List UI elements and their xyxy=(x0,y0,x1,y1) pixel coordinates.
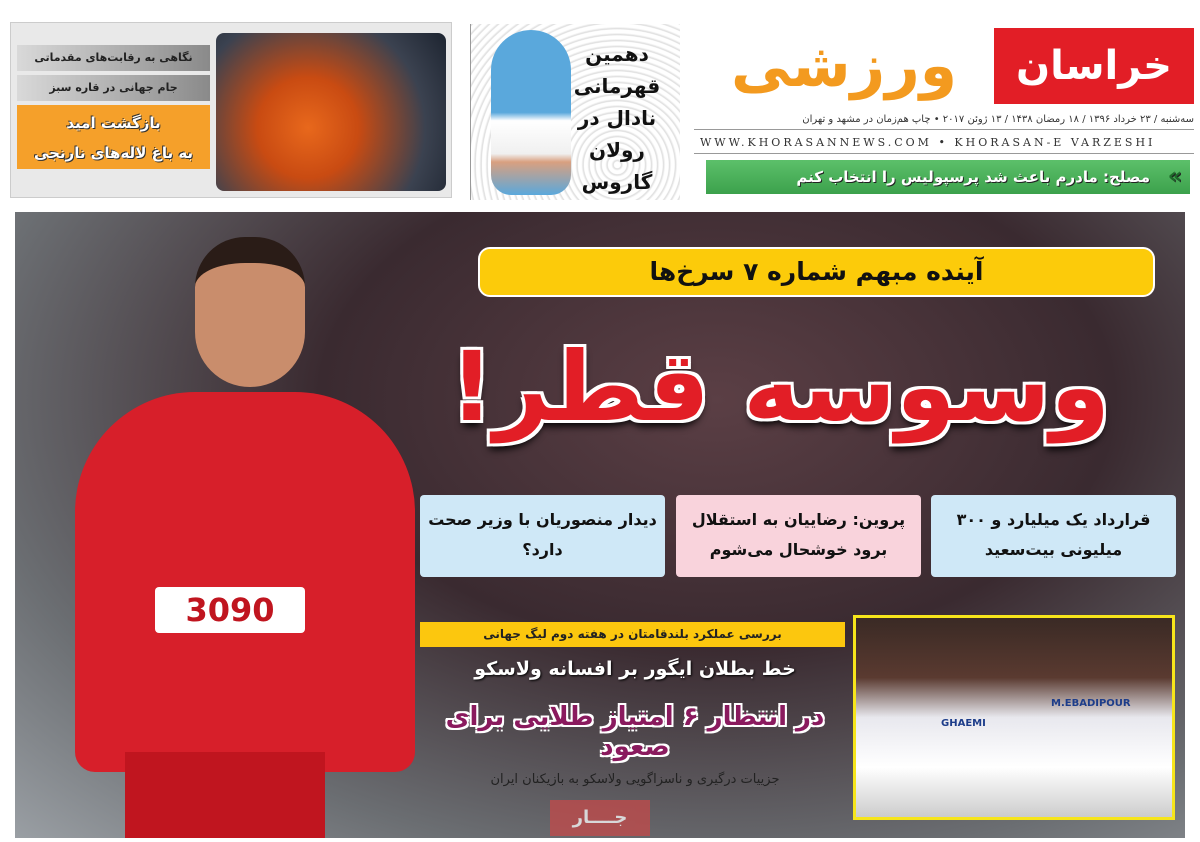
volleyball-subhead: خط بطلان ایگور بر افسانه ولاسکو xyxy=(474,658,796,680)
tennis-player-photo xyxy=(491,30,571,195)
players-photo xyxy=(216,33,446,191)
promo-box-football[interactable] xyxy=(10,22,452,198)
promo-title xyxy=(17,105,210,169)
volleyball-caption: جزییات درگیری و ناسزاگویی ولاسکو به بازیکنان ایران xyxy=(490,772,780,787)
volleyball-photo xyxy=(853,615,1175,820)
website-line: WWW.KHORASANNEWS.COM • KHORASAN-E VARZESHI xyxy=(694,134,1194,154)
main-story xyxy=(15,212,1185,838)
promo-text xyxy=(11,23,216,199)
red-jersey xyxy=(75,392,415,772)
logo-varzeshi: ورزشی xyxy=(730,31,958,101)
main-kicker: آینده مبهم شماره ۷ سرخ‌ها xyxy=(478,247,1155,297)
jersey-name-2: GHAEMI xyxy=(941,718,986,729)
promo-box-tennis[interactable] xyxy=(470,24,680,200)
volleyball-headline[interactable]: در انتظار ۶ امتیاز طلایی برای صعود xyxy=(445,702,825,762)
green-headline: مصلح: مادرم باعث شد پرسپولیس را انتخاب کنم xyxy=(796,168,1150,186)
tennis-title: دهمین قهرمانی نادال در رولان گاروس xyxy=(573,42,661,194)
date-line: سه‌شنبه / ۲۳ خرداد ۱۳۹۶ / ۱۸ رمضان ۱۴۳۸ / ۱۳ ژوئن ۲۰۱۷ • چاپ هم‌زمان در مشهد و تهران xyxy=(694,114,1194,130)
player-photo xyxy=(45,227,415,838)
news-box-1[interactable]: قرارداد یک میلیارد و ۳۰۰ میلیونی بیت‌سعید xyxy=(931,495,1176,577)
logo-khorasan: خراسان xyxy=(994,28,1194,104)
green-headline-bar[interactable] xyxy=(706,160,1190,194)
main-headline[interactable]: وسوسه قطر! xyxy=(449,331,1111,443)
promo-kicker-1: نگاهی به رقابت‌های مقدماتی xyxy=(17,45,210,71)
promo-title-line2: به باغ لاله‌های نارنجی xyxy=(33,144,194,162)
promo-title-line1: بازگشت امید xyxy=(66,114,161,132)
news-box-2[interactable]: پروین: رضاییان به استقلال برود خوشحال می‌شوم xyxy=(676,495,921,577)
news-box-3[interactable]: دیدار منصوریان با وزیر صحت دارد؟ xyxy=(420,495,665,577)
jersey-name-1: M.EBADIPOUR xyxy=(1051,698,1131,709)
promo-kicker-2: جام جهانی در قاره سبز xyxy=(17,75,210,101)
player-head xyxy=(195,237,305,387)
player-shorts xyxy=(125,752,325,838)
volleyball-kicker: بررسی عملکرد بلندقامتان در هفته دوم لیگ جهانی xyxy=(420,622,845,647)
watermark: جــــار xyxy=(550,800,650,836)
double-chevron-icon: » xyxy=(1167,164,1182,189)
jersey-number: 3090 xyxy=(155,587,305,633)
masthead xyxy=(690,26,1194,200)
